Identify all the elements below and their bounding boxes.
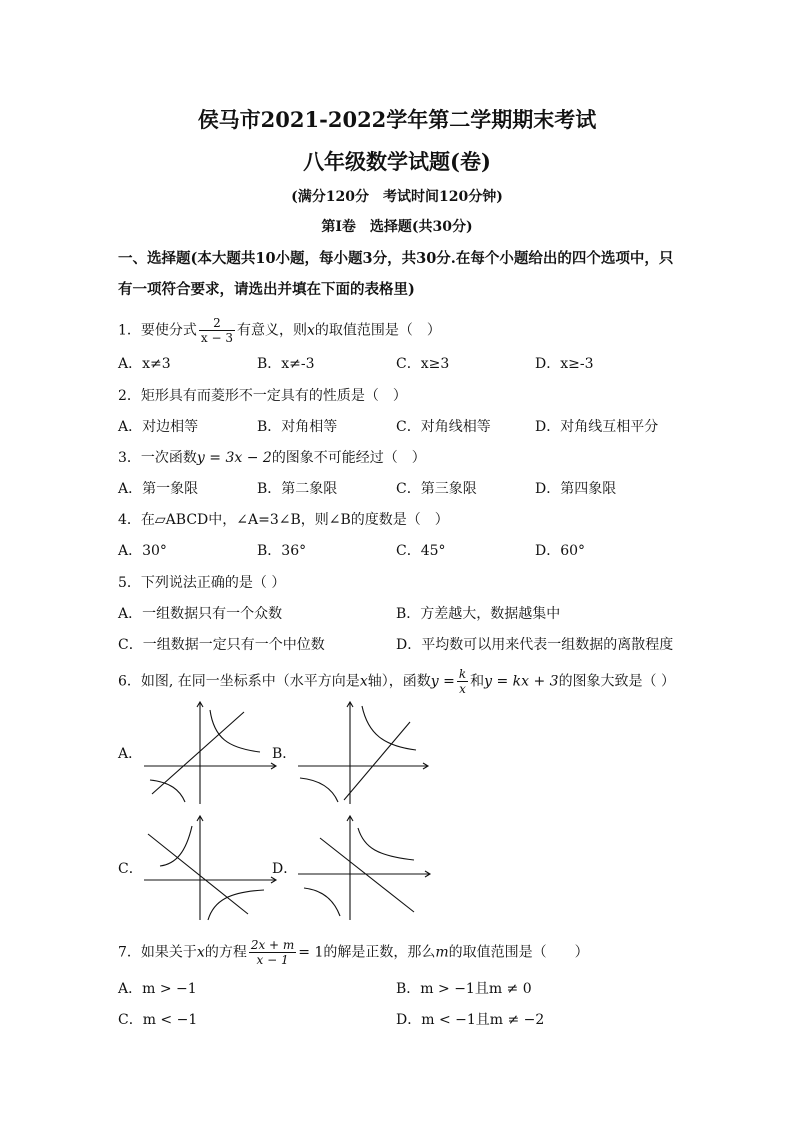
exam-title: 侯马市2021-2022学年第二学期期末考试: [197, 107, 597, 132]
exam-meta: (满分120分 考试时间120分钟): [291, 189, 503, 205]
q2-option-d: D．对角线互相平分: [535, 419, 659, 435]
graph-b: [294, 698, 434, 808]
graph-a: [140, 698, 280, 808]
q6-option-c: C．: [118, 861, 143, 877]
q1-option-b: B．x≠-3: [257, 356, 315, 372]
part-heading: 第I卷 选择题(共30分): [321, 219, 473, 235]
hyperbola-branch: [210, 710, 260, 752]
q6-option-a: A．: [118, 746, 143, 762]
q5-option-a: A．一组数据只有一个众数: [118, 606, 283, 622]
question-1: 1．要使分式 $\frac{2}{x - 3}$ 有意义，则x的取值范围是（ ）: [118, 316, 441, 345]
hyperbola-branch: [160, 826, 192, 866]
fraction: $\frac{2}{x - 3}$: [200, 316, 234, 345]
q2-option-b: B．对角相等: [257, 419, 338, 435]
question-4: 4．在▱ABCD中，∠A=3∠B，则∠B的度数是（ ）: [118, 512, 449, 528]
hyperbola-branch: [362, 706, 416, 750]
line-graph: [344, 722, 410, 800]
q7-option-c: C．m < −1: [118, 1012, 198, 1028]
graph-d: [294, 812, 434, 924]
q4-option-a: A．30°: [118, 543, 167, 559]
q7-option-a: A．m > −1: [118, 981, 197, 997]
section-instructions: 一、选择题(本大题共10小题，每小题3分，共30分.在每个小题给出的四个选项中，只有一项符合要求，请选出并填在下面的表格里): [118, 250, 674, 298]
q2-option-c: C．对角线相等: [396, 419, 491, 435]
question-5: 5．下列说法正确的是（ ）: [118, 575, 286, 591]
line-graph: [148, 834, 248, 914]
q1-option-c: C．x≥3: [396, 356, 450, 372]
q1-option-d: D．x≥-3: [535, 356, 594, 372]
q5-option-d: D．平均数可以用来代表一组数据的离散程度: [396, 637, 674, 653]
q3-option-b: B．第二象限: [257, 481, 338, 497]
q3-option-c: C．第三象限: [396, 481, 477, 497]
question-3: 3．一次函数y = 3x − 2的图象不可能经过（ ）: [118, 450, 426, 466]
line-graph: [152, 712, 244, 794]
question-2: 2．矩形具有而菱形不一定具有的性质是（ ）: [118, 388, 407, 404]
line-graph: [320, 838, 414, 912]
q5-option-c: C．一组数据一定只有一个中位数: [118, 637, 325, 653]
q4-option-c: C．45°: [396, 543, 446, 559]
hyperbola-branch: [304, 888, 340, 916]
q1-option-a: A．x≠3: [118, 356, 171, 372]
q5-option-b: B．方差越大，数据越集中: [396, 606, 561, 622]
q7-option-d: D．m < −1且m ≠ −2: [396, 1012, 545, 1028]
hyperbola-branch: [300, 778, 338, 802]
hyperbola-branch: [358, 828, 414, 860]
q7-option-b: B．m > −1且m ≠ 0: [396, 981, 532, 997]
q4-option-b: B．36°: [257, 543, 307, 559]
q6-option-b: B．: [272, 746, 297, 762]
q6-option-d: D．: [272, 861, 298, 877]
question-7: 7．如果关于x的方程 $\frac{2x + m}{x - 1}$ = 1的解是正数，那么m的取值范围是（ ）: [118, 938, 589, 967]
q3-option-a: A．第一象限: [118, 481, 199, 497]
fraction: $\frac{2x + m}{x - 1}$: [250, 938, 295, 967]
exam-subtitle: 八年级数学试题(卷): [303, 149, 491, 174]
question-6: 6．如图, 在同一坐标系中（水平方向是x轴），函数y = $\frac{k}{x}$ 和y = kx + 3的图象大致是（ ）: [118, 667, 676, 696]
graph-c: [140, 812, 280, 924]
q4-option-d: D．60°: [535, 543, 586, 559]
q2-option-a: A．对边相等: [118, 419, 199, 435]
fraction: $\frac{k}{x}$: [458, 667, 467, 696]
q3-option-d: D．第四象限: [535, 481, 617, 497]
